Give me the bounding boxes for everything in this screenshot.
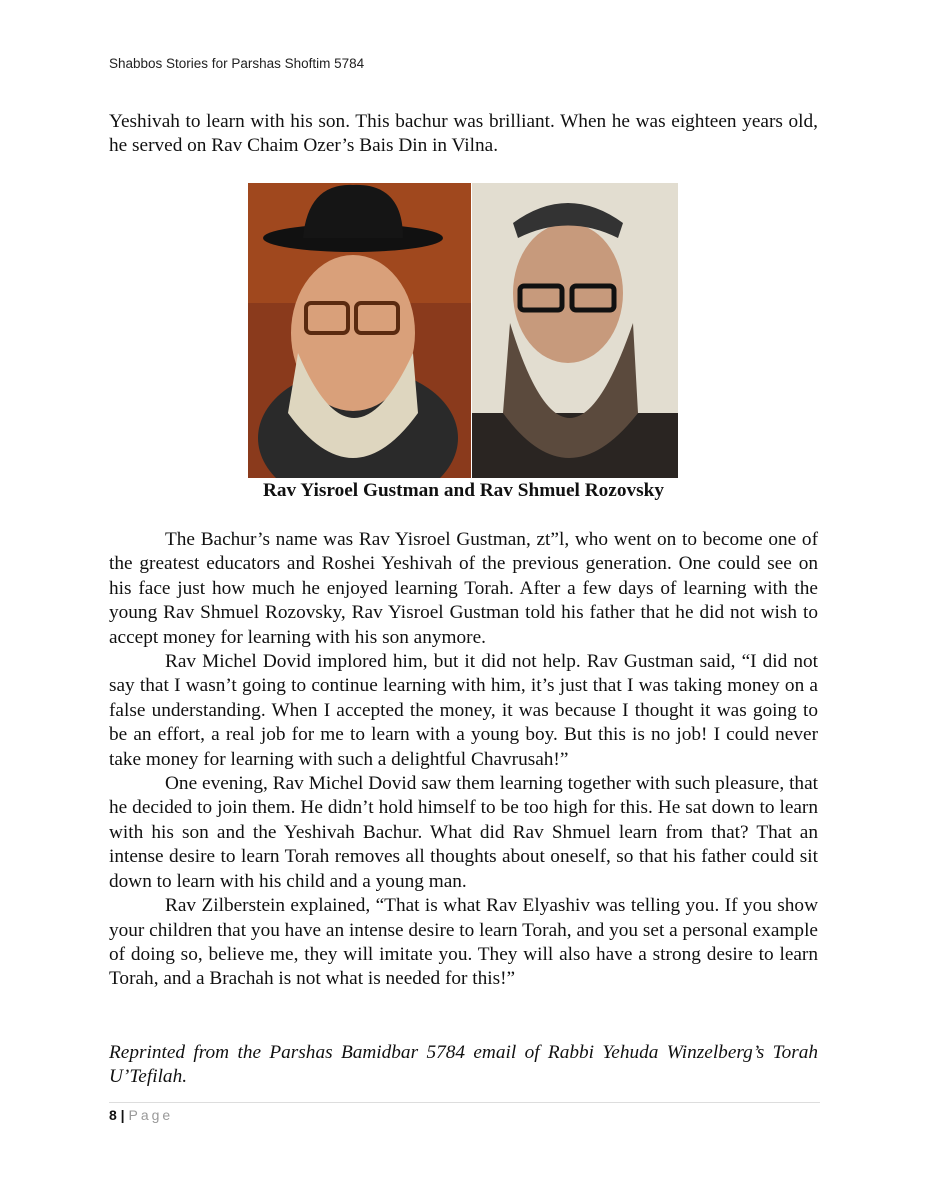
running-header: Shabbos Stories for Parshas Shoftim 5784 — [109, 56, 365, 71]
photo-rav-gustman — [248, 183, 471, 478]
footer-divider — [109, 1102, 820, 1103]
page-separator: | — [116, 1107, 129, 1123]
page-number: 8 — [109, 1107, 117, 1123]
reprint-credit: Reprinted from the Parshas Bamidbar 5784 email of Rabbi Yehuda Winzelberg’s Torah U’Tefilah. — [109, 1042, 818, 1088]
portrait-photos — [248, 183, 678, 478]
page-footer — [109, 1107, 173, 1123]
paragraph: Rav Zilberstein explained, “That is what Rav Elyashiv was telling you. If you show your children that you have an intense desire to learn Torah, and you set a personal example of doing so, believe me, they will imitate you. They will also have a strong desire to learn Torah, and a Brachah is not what is needed for this!” — [109, 895, 818, 990]
paragraph-text: Yeshivah to learn with his son. This bachur was brilliant. When he was eighteen years old, he served on Rav Chaim Ozer’s Bais Din in Vilna. — [109, 111, 818, 157]
photo-rav-rozovsky — [472, 183, 678, 478]
page-label: Page — [128, 1107, 174, 1123]
story-body — [109, 528, 818, 992]
paragraph: One evening, Rav Michel Dovid saw them learning together with such pleasure, that he decided to join them. He didn’t hold himself to be too high for this. He sat down to learn with his son and the Yeshivah Bachur. What did Rav Shmuel learn from that? That an intense desire to learn Torah removes all thoughts about oneself, so that his father could sit down to learn with his child and a young man. — [109, 773, 818, 892]
paragraph: Rav Michel Dovid implored him, but it did not help. Rav Gustman said, “I did not say that I wasn’t going to continue learning with him, it’s just that I was taking money on a false understanding. When I accepted the money, it was because I thought it was going to be an effort, a real job for me to learn with a young boy. But this is no job! I could never take money for learning with such a delightful Chavrusah!” — [109, 651, 818, 770]
intro-paragraph — [109, 110, 818, 159]
figure-caption: Rav Yisroel Gustman and Rav Shmuel Rozovsky — [262, 480, 665, 501]
paragraph: The Bachur’s name was Rav Yisroel Gustman, zt”l, who went on to become one of the greatest educators and Roshei Yeshivah of the previous generation. One could see on his face just how much he enjoyed learning Torah. After a few days of learning with the young Rav Shmuel Rozovsky, Rav Yisroel Gustman told his father that he did not wish to accept money for learning with his son anymore. — [109, 529, 818, 648]
